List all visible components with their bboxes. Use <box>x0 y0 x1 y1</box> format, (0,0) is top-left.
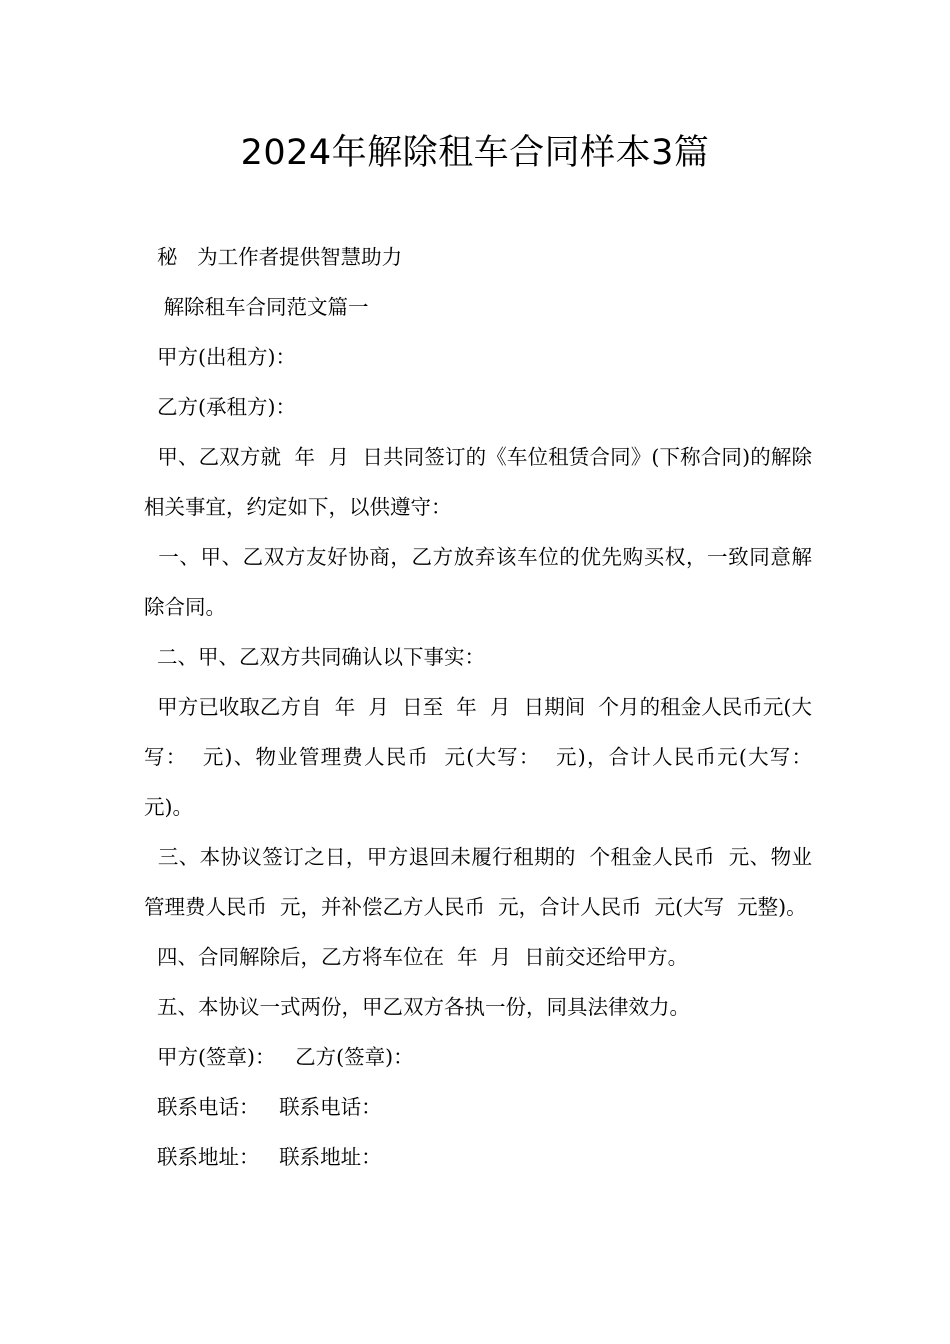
clause-5: 五、本协议一式两份，甲乙双方各执一份，同具法律效力。 <box>144 995 691 1019</box>
document-title: 2024年解除租车合同样本3篇 <box>240 133 710 173</box>
document-body <box>144 232 826 1182</box>
clause-2-detail: 甲方已收取乙方自 年 月 日至 年 月 日期间 个月的租金人民币元(大写： 元)、物业管理费人民币 元(大写： 元)，合计人民币元(大写： 元)。 <box>144 695 826 819</box>
section-heading: 解除租车合同范文篇一 <box>144 295 369 319</box>
clause-4: 四、合同解除后，乙方将车位在 年 月 日前交还给甲方。 <box>144 945 689 969</box>
address-line: 联系地址： 联系地址： <box>144 1145 382 1169</box>
signature-line: 甲方(签章)： 乙方(签章)： <box>144 1045 414 1069</box>
preamble-paragraph: 甲、乙双方就 年 月 日共同签订的《车位租赁合同》(下称合同)的解除相关事宜，约定如下，以供遵守： <box>144 445 812 519</box>
phone-line: 联系电话： 联系电话： <box>144 1095 382 1119</box>
party-b-line: 乙方(承租方)： <box>144 395 297 419</box>
clause-1: 一、甲、乙双方友好协商，乙方放弃该车位的优先购买权，一致同意解除合同。 <box>144 545 812 619</box>
clause-3: 三、本协议签订之日，甲方退回未履行租期的 个租金人民币 元、物业管理费人民币 元，并补偿乙方人民币 元，合计人民币 元(大写 元整)。 <box>144 845 812 919</box>
clause-2: 二、甲、乙双方共同确认以下事实： <box>144 645 486 669</box>
party-a-line: 甲方(出租方)： <box>144 345 297 369</box>
slogan-line: 秘 为工作者提供智慧助力 <box>144 245 403 269</box>
